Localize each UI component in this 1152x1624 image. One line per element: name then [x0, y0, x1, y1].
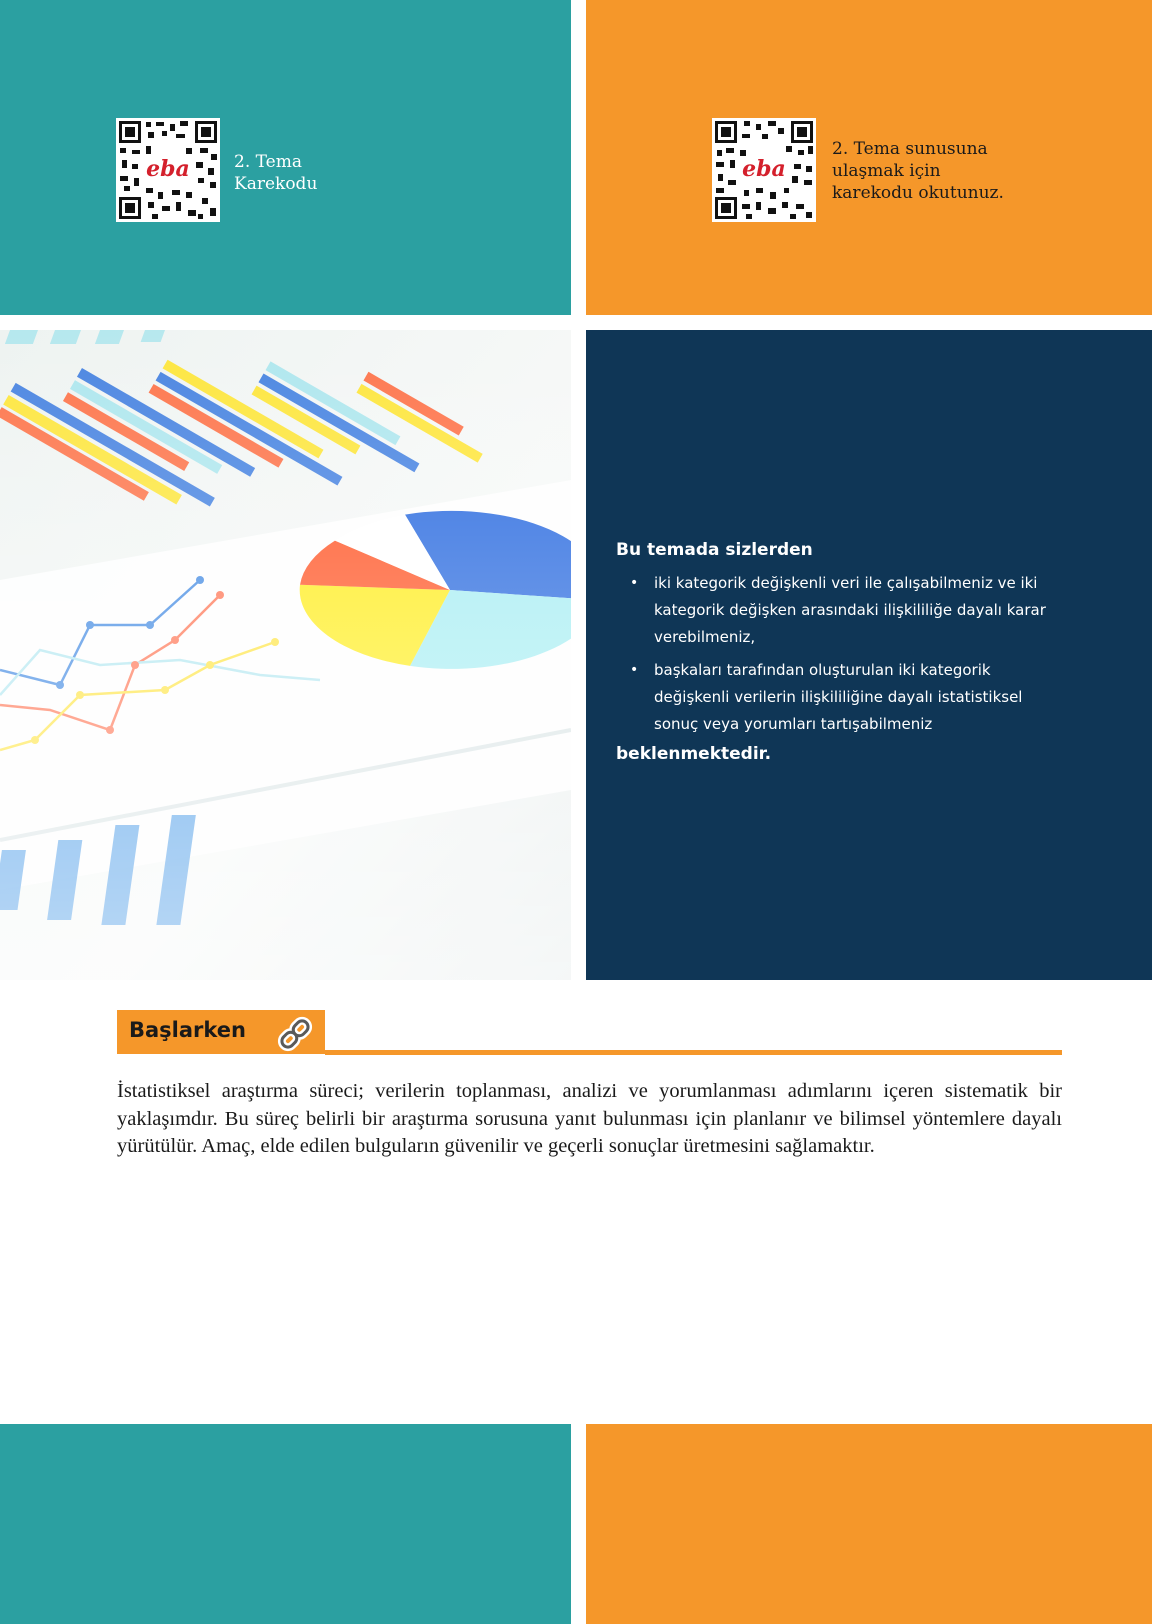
eba-logo: eba: [146, 156, 190, 182]
intro-paragraph: İstatistiksel araştırma süreci; verilerin toplanması, analizi ve yorumlanması adımlarını içeren sistematik bir yaklaşımdır. Bu süreç belirli bir araştırma sorusuna yanıt bulunması için planlanır ve bilimsel yöntemlere dayalı yürütülür. Amaç, elde edilen bulguların güvenilir ve geçerli sonuçlar üretmesini sağlamaktır.: [117, 1080, 1062, 1157]
qr-caption-line: 2. Tema: [234, 152, 302, 172]
learning-goals: [616, 540, 1066, 764]
qr-code: [116, 118, 220, 222]
qr-code: [712, 118, 816, 222]
qr-code-graphic: [712, 118, 816, 222]
chart-photo: [0, 330, 571, 980]
qr-caption-line: Karekodu: [234, 174, 318, 194]
goal-item: • iki kategorik değişkenli veri ile çalışabilmeniz ve iki kategorik değişken arasındaki ilişkililiğe dayalı karar verebilmeniz,: [654, 570, 1066, 651]
chart-photo-illustration: [0, 330, 571, 980]
qr-caption: [832, 138, 1004, 204]
bottom-right-panel: [586, 1424, 1152, 1624]
bottom-left-panel: [0, 1424, 571, 1624]
top-right-panel: [586, 0, 1152, 315]
eba-logo: eba: [742, 156, 786, 182]
qr-code-graphic: [116, 118, 220, 222]
section-rule: [325, 1050, 1062, 1055]
link-icon: [277, 1016, 313, 1052]
qr-caption: [234, 151, 317, 195]
top-left-panel: [0, 0, 571, 315]
section-title: Başlarken: [129, 1018, 246, 1042]
qr-caption-line: 2. Tema sunusuna: [832, 139, 988, 159]
goals-closing: beklenmektedir.: [616, 744, 772, 764]
qr-caption-line: ulaşmak için: [832, 161, 941, 181]
qr-caption-line: karekodu okutunuz.: [832, 183, 1004, 203]
goals-list: [616, 570, 1066, 738]
section-heading: [117, 1010, 1062, 1056]
goals-title: Bu temada sizlerden: [616, 540, 813, 560]
goal-item: • başkaları tarafından oluşturulan iki kategorik değişkenli verilerin ilişkililiğine dayalı istatistiksel sonuç veya yorumları tartışabilmeniz: [654, 657, 1066, 738]
